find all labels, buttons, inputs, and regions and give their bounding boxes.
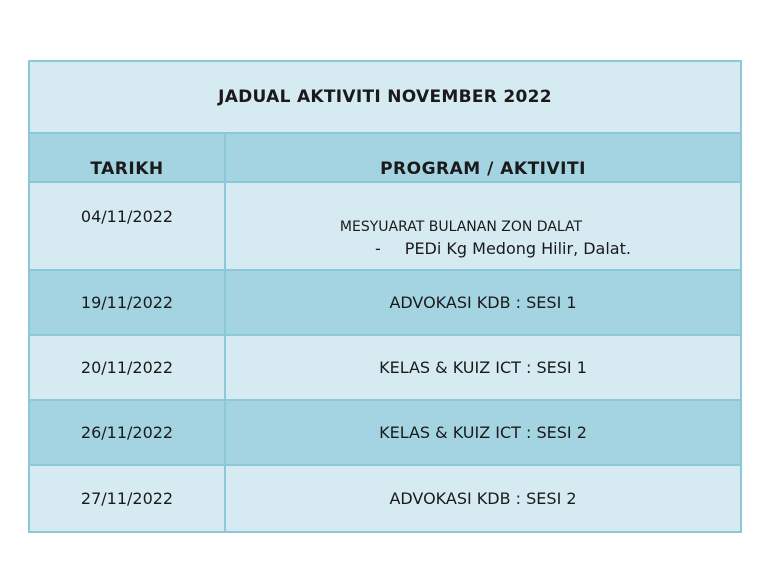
schedule-table bbox=[28, 60, 742, 533]
program-cell: KELAS & KUIZ ICT : SESI 2 bbox=[379, 423, 587, 442]
date-cell: 04/11/2022 bbox=[30, 183, 226, 269]
program-cell: ADVOKASI KDB : SESI 1 bbox=[389, 293, 577, 312]
date-column-header: TARIKH bbox=[30, 134, 226, 181]
program-sub-text: PEDi Kg Medong Hilir, Dalat. bbox=[404, 238, 631, 258]
date-cell: 19/11/2022 bbox=[30, 271, 226, 334]
program-cell bbox=[226, 183, 740, 269]
table-title: JADUAL AKTIVITI NOVEMBER 2022 bbox=[30, 62, 740, 134]
table-row bbox=[30, 336, 740, 401]
table-row bbox=[30, 183, 740, 271]
program-main-text: MESYUARAT BULANAN ZON DALAT bbox=[339, 218, 583, 235]
date-cell: 20/11/2022 bbox=[30, 336, 226, 399]
bullet-dash: - bbox=[375, 238, 381, 258]
table-row bbox=[30, 401, 740, 466]
program-sub-item bbox=[375, 239, 631, 258]
program-column-header: PROGRAM / AKTIVITI bbox=[380, 159, 586, 179]
date-cell: 26/11/2022 bbox=[30, 401, 226, 464]
program-cell: KELAS & KUIZ ICT : SESI 1 bbox=[379, 358, 587, 377]
table-row bbox=[30, 271, 740, 336]
table-row bbox=[30, 466, 740, 531]
date-cell: 27/11/2022 bbox=[30, 466, 226, 531]
header-row bbox=[30, 134, 740, 183]
program-cell: ADVOKASI KDB : SESI 2 bbox=[389, 489, 577, 508]
